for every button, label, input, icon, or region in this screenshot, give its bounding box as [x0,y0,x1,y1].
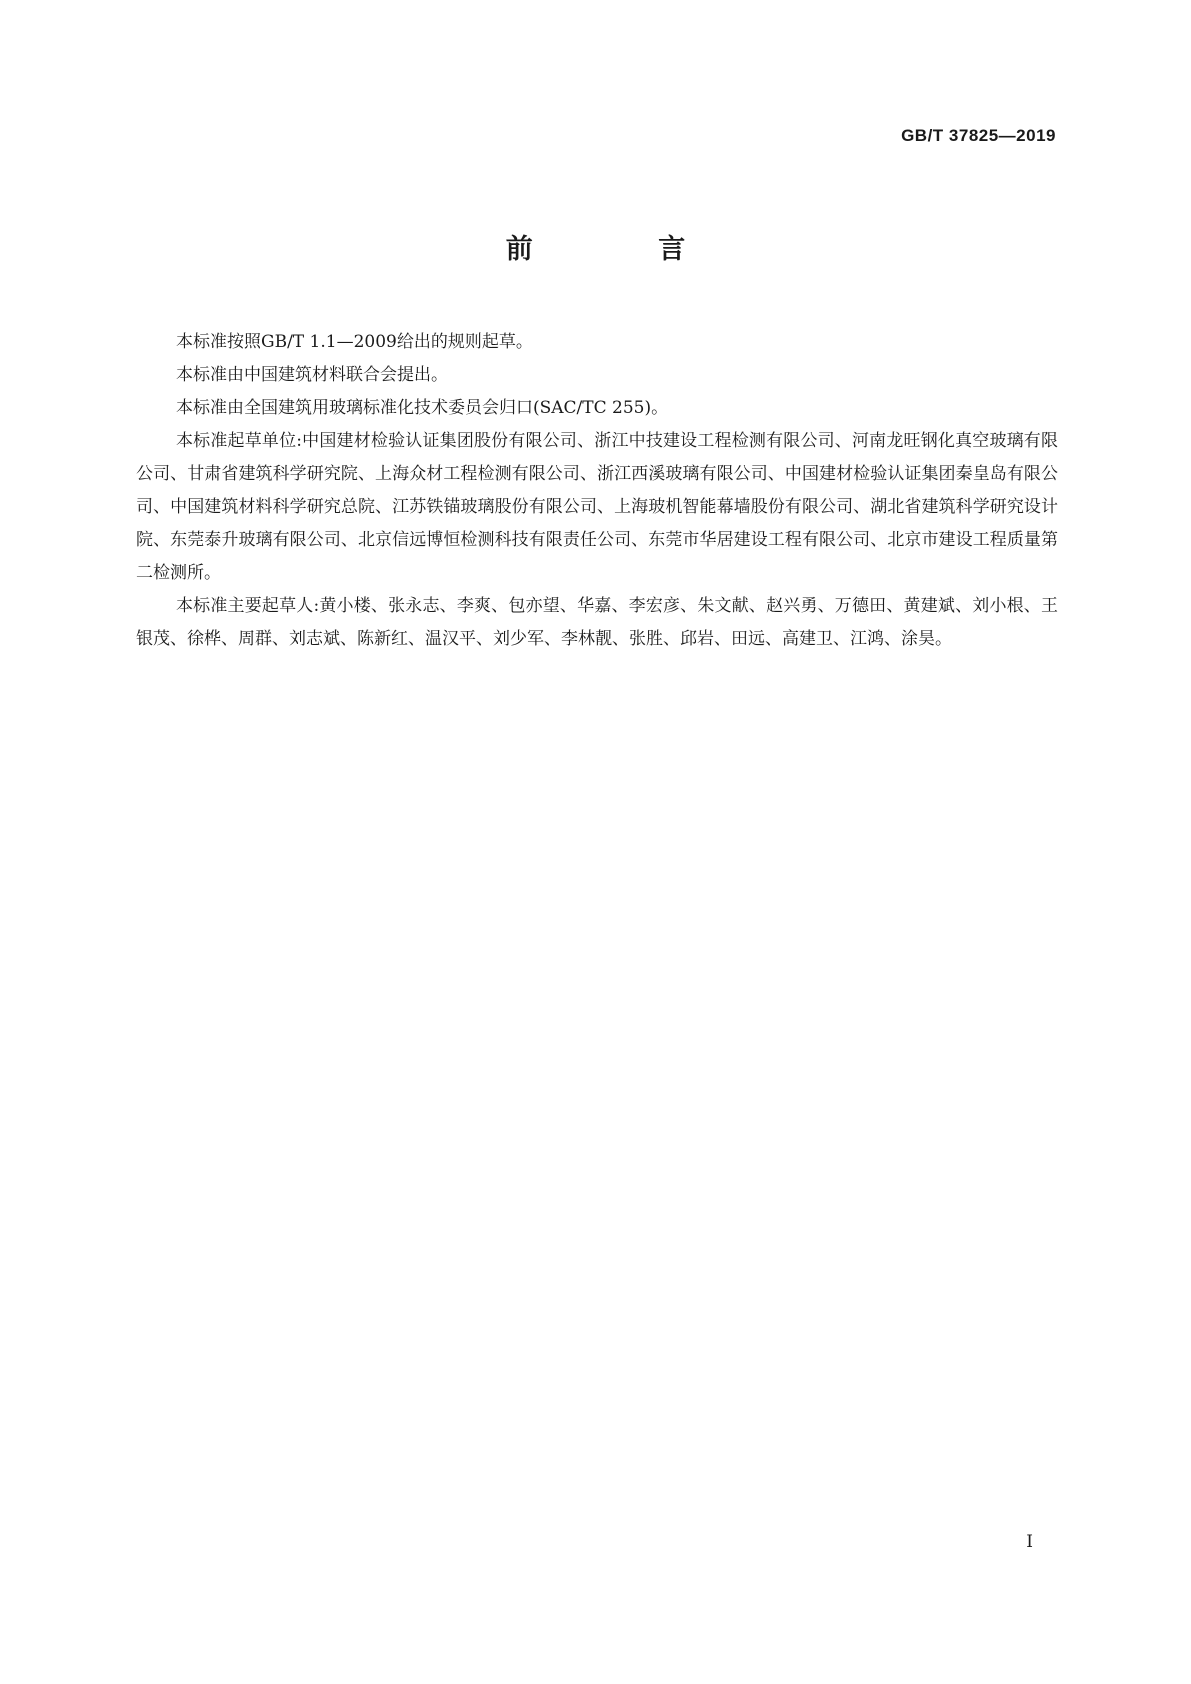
paragraph-drafting-rules: 本标准按照GB/T 1.1—2009给出的规则起草。 [176,332,533,352]
paragraph-drafting-units: 本标准起草单位:中国建材检验认证集团股份有限公司、浙江中技建设工程检测有限公司、河南龙旺钢化真空玻璃有限公司、甘肃省建筑科学研究院、上海众材工程检测有限公司、浙江西溪玻璃有限公司、中国建材检验认证集团秦皇岛有限公司、中国建筑材料科学研究总院、江苏铁锚玻璃股份有限公司、上海玻机智能幕墙股份有限公司、湖北省建筑科学研究设计院、东莞泰升玻璃有限公司、北京信远博恒检测科技有限责任公司、东莞市华居建设工程有限公司、北京市建设工程质量第二检测所。 [136,431,1058,583]
paragraph-proposer: 本标准由中国建筑材料联合会提出。 [176,365,448,385]
page-number: I [1026,1532,1033,1552]
page-title: 前 言 [505,234,744,265]
paragraph-technical-committee: 本标准由全国建筑用玻璃标准化技术委员会归口(SAC/TC 255)。 [176,398,669,418]
paragraph-main-drafters: 本标准主要起草人:黄小楼、张永志、李爽、包亦望、华嘉、李宏彦、朱文献、赵兴勇、万德田、黄建斌、刘小根、王银茂、徐桦、周群、刘志斌、陈新红、温汉平、刘少军、李林靓、张胜、邱岩、田远、高建卫、江鸿、涂昊。 [136,596,1058,649]
standard-number: GB/T 37825—2019 [901,126,1056,145]
document-body [136,326,1058,656]
